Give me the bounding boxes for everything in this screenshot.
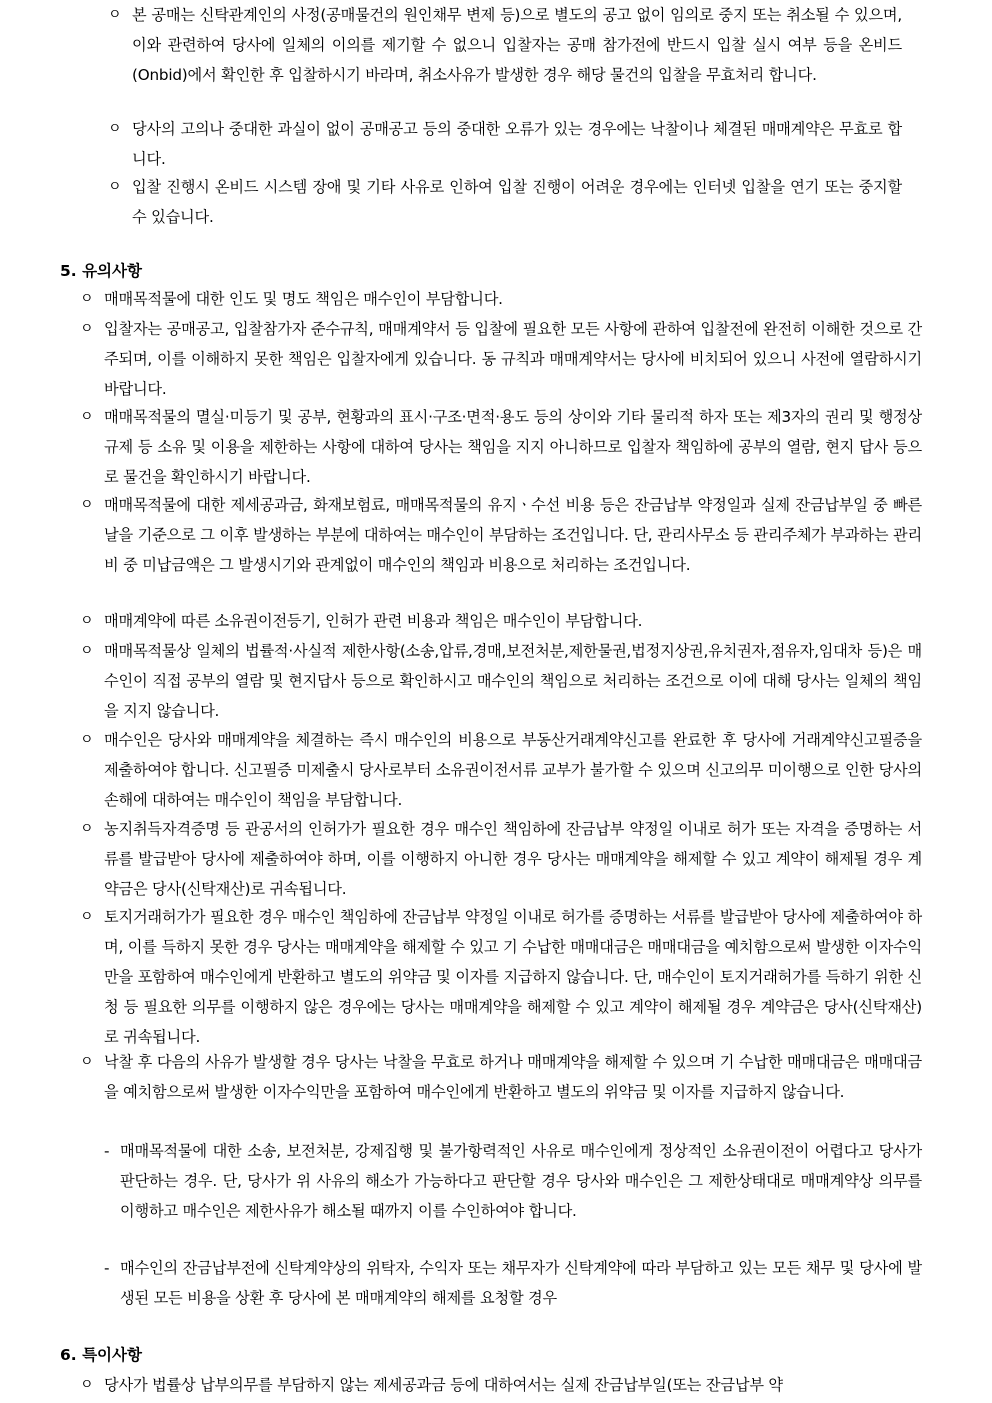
list-item-text: 매매목적물에 대한 인도 및 명도 책임은 매수인이 부담합니다. <box>104 290 503 308</box>
list-item <box>108 172 902 232</box>
list-item <box>80 814 922 904</box>
bullet-marker: ㅇ <box>80 291 94 307</box>
list-item <box>80 314 922 404</box>
list-item-text: 당사가 법률상 납부의무를 부담하지 않는 제세공과금 등에 대하여서는 실제 잔금납부일(또는 잔금납부 약 <box>104 1376 783 1394</box>
list-item-text: 매매목적물에 대한 제세공과금, 화재보험료, 매매목적물의 유지ㆍ수선 비용 등은 잔금납부 약정일과 실제 잔금납부일 중 빠른 날을 기준으로 그 이후 발생하는 부분에 대하여는 매수인이 부담하는 조건입니다. 단, 관리사무소 등 관리주체가 부과하는 관리비 중 미납금액은 그 발생시기와 관계없이 매수인의 책임과 비용으로 처리하는 조건입니다. <box>104 496 922 574</box>
list-item-text: 매수인은 당사와 매매계약을 체결하는 즉시 매수인의 비용으로 부동산거래계약신고를 완료한 후 당사에 거래계약신고필증을 제출하여야 합니다. 신고필증 미제출시 당사로부터 소유권이전서류 교부가 불가할 수 있으며 신고의무 미이행으로 인한 당사의 손해에 대하여는 매수인이 책임을 부담합니다. <box>104 731 922 809</box>
list-item <box>80 1370 922 1403</box>
list-item-text: 매매계약에 따른 소유권이전등기, 인허가 관련 비용과 책임은 매수인이 부담합니다. <box>104 612 643 630</box>
bullet-marker: ㅇ <box>80 321 94 337</box>
bullet-marker: ㅇ <box>80 821 94 837</box>
list-item-text: 매매목적물상 일체의 법률적·사실적 제한사항(소송,압류,경매,보전처분,제한물권,법정지상권,유치권자,점유자,임대차 등)은 매수인이 직접 공부의 열람 및 현지답사 등으로 확인하시고 매수인의 책임으로 처리하는 조건으로 이에 대해 당사는 일체의 책임을 지지 않습니다. <box>104 642 922 720</box>
bullet-marker: ㅇ <box>80 497 94 513</box>
list-item <box>108 0 902 90</box>
list-item-text: 본 공매는 신탁관계인의 사정(공매물건의 원인채무 변제 등)으로 별도의 공고 없이 임의로 중지 또는 취소될 수 있으며, 이와 관련하여 당사에 일체의 이의를 제기할 수 없으니 입찰자는 공매 참가전에 반드시 입찰 실시 여부 등을 온비드(Onbid)에서 확인한 후 입찰하시기 바라며, 취소사유가 발생한 경우 해당 물건의 입찰을 무효처리 합니다. <box>132 6 902 84</box>
list-item <box>80 284 922 314</box>
dash-marker: - <box>104 1142 110 1160</box>
list-item <box>108 114 902 174</box>
list-item-text: 토지거래허가가 필요한 경우 매수인 책임하에 잔금납부 약정일 이내로 허가를 증명하는 서류를 발급받아 당사에 제출하여야 하며, 이를 득하지 못한 경우 당사는 매매계약을 해제할 수 있고 기 수납한 매매대금은 매매대금을 예치함으로써 발생한 이자수익만을 포함하여 매수인에게 반환하고 별도의 위약금 및 이자를 지급하지 않습니다. 단, 매수인이 토지거래허가를 득하기 위한 신청 등 필요한 의무를 이행하지 않은 경우에는 당사는 매매계약을 해제할 수 있고 계약이 해제될 경우 계약금은 당사(신탁재산)로 귀속됩니다. <box>104 908 922 1046</box>
list-item <box>80 606 922 636</box>
list-item-text: 당사의 고의나 중대한 과실이 없이 공매공고 등의 중대한 오류가 있는 경우에는 낙찰이나 체결된 매매계약은 무효로 합니다. <box>132 120 902 168</box>
bullet-marker: ㅇ <box>80 1054 94 1070</box>
list-item-text: 입찰 진행시 온비드 시스템 장애 및 기타 사유로 인하여 입찰 진행이 어려운 경우에는 인터넷 입찰을 연기 또는 중지할 수 있습니다. <box>132 178 902 226</box>
bullet-marker: ㅇ <box>108 121 122 137</box>
bullet-marker: ㅇ <box>80 1377 94 1393</box>
dash-marker: - <box>104 1259 110 1277</box>
section-heading: 6. 특이사항 <box>60 1346 142 1364</box>
bullet-marker: ㅇ <box>108 179 122 195</box>
sub-list-item-text: 매수인의 잔금납부전에 신탁계약상의 위탁자, 수익자 또는 채무자가 신탁계약에 따라 부담하고 있는 모든 채무 및 당사에 발생된 모든 비용을 상환 후 당사에 본 매매계약의 해제를 요청할 경우 <box>120 1259 922 1307</box>
sub-list-item <box>104 1136 922 1226</box>
list-item-text: 입찰자는 공매공고, 입찰참가자 준수규칙, 매매계약서 등 입찰에 필요한 모든 사항에 관하여 입찰전에 완전히 이해한 것으로 간주되며, 이를 이해하지 못한 책임은 입찰자에게 있습니다. 동 규칙과 매매계약서는 당사에 비치되어 있으니 사전에 열람하시기 바랍니다. <box>104 320 922 398</box>
list-item-text: 농지취득자격증명 등 관공서의 인허가가 필요한 경우 매수인 책임하에 잔금납부 약정일 이내로 허가 또는 자격을 증명하는 서류를 발급받아 당사에 제출하여야 하며, 이를 이행하지 아니한 경우 당사는 매매계약을 해제할 수 있고 계약이 해제될 경우 계약금은 당사(신탁재산)로 귀속됩니다. <box>104 820 922 898</box>
bullet-marker: ㅇ <box>108 7 122 23</box>
list-item <box>80 402 922 492</box>
list-item <box>80 725 922 815</box>
section-heading: 5. 유의사항 <box>60 262 142 280</box>
list-item <box>80 902 922 1052</box>
list-item <box>80 1047 922 1107</box>
list-item-text: 매매목적물의 멸실·미등기 및 공부, 현황과의 표시·구조·면적·용도 등의 상이와 기타 물리적 하자 또는 제3자의 권리 및 행정상 규제 등 소유 및 이용을 제한하는 사항에 대하여 당사는 책임을 지지 아니하므로 입찰자 책임하에 공부의 열람, 현지 답사 등으로 물건을 확인하시기 바랍니다. <box>104 408 922 486</box>
list-item-text: 낙찰 후 다음의 사유가 발생할 경우 당사는 낙찰을 무효로 하거나 매매계약을 해제할 수 있으며 기 수납한 매매대금은 매매대금을 예치함으로써 발생한 이자수익만을 포함하여 매수인에게 반환하고 별도의 위약금 및 이자를 지급하지 않습니다. <box>104 1053 922 1101</box>
list-item <box>80 490 922 580</box>
bullet-marker: ㅇ <box>80 732 94 748</box>
sub-list-item <box>104 1253 922 1313</box>
list-item <box>80 636 922 726</box>
sub-list-item-text: 매매목적물에 대한 소송, 보전처분, 강제집행 및 불가항력적인 사유로 매수인에게 정상적인 소유권이전이 어렵다고 당사가 판단하는 경우. 단, 당사가 위 사유의 해소가 가능하다고 판단할 경우 당사와 매수인은 그 제한상태대로 매매계약상 의무를 이행하고 매수인은 제한사유가 해소될 때까지 이를 수인하여야 합니다. <box>120 1142 922 1220</box>
bullet-marker: ㅇ <box>80 643 94 659</box>
bullet-marker: ㅇ <box>80 613 94 629</box>
bullet-marker: ㅇ <box>80 909 94 925</box>
bullet-marker: ㅇ <box>80 409 94 425</box>
